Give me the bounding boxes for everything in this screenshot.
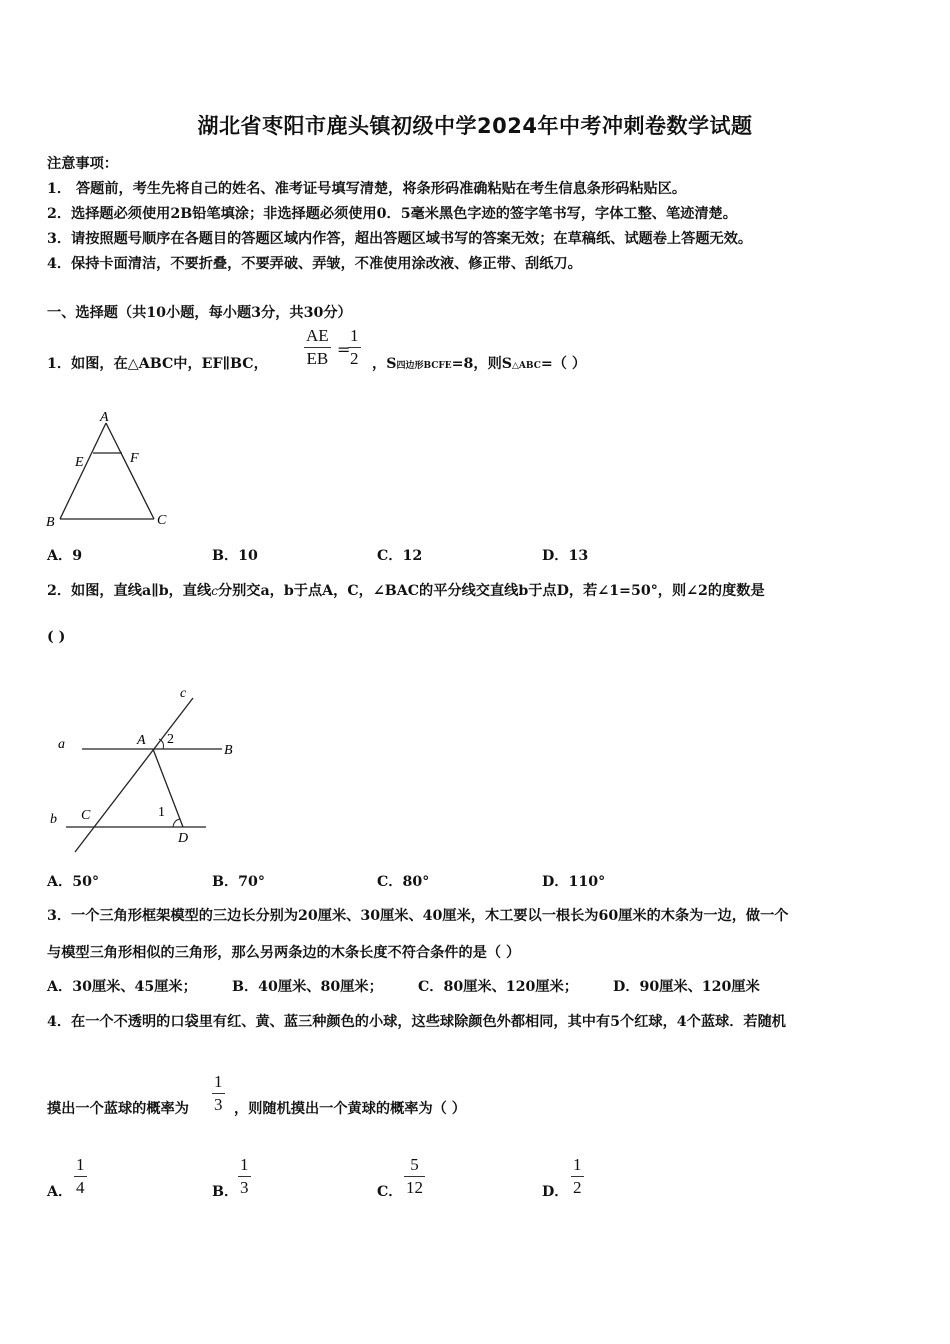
q2-option-b[interactable]: B．70° xyxy=(212,874,266,890)
angle-1-arc xyxy=(173,819,180,827)
label-b-line: b xyxy=(50,812,57,827)
q1-value-fraction xyxy=(348,327,361,367)
fraction-bar xyxy=(74,1176,87,1177)
q1-prefix: 1．如图，在△ABC中，EF∥BC， xyxy=(47,356,268,372)
fraction-denominator: 4 xyxy=(76,1178,85,1197)
notice-item: 2．选择题必须使用2B铅笔填涂；非选择题必须使用0．5毫米黑色字迹的签字笔书写，字体工整、笔迹清楚。 xyxy=(47,206,737,222)
q2-text-b: 分别交a，b于点A，C，∠BAC的平分线交直线b于点D，若∠1=50°，则∠2的度数是 xyxy=(217,583,765,599)
q2-paren: ( ) xyxy=(47,629,66,645)
label-point-d: D xyxy=(178,831,189,846)
q2-parallel-lines-figure xyxy=(40,680,250,860)
q4-option-a-label[interactable]: A． xyxy=(47,1184,73,1200)
q4-line1: 4．在一个不透明的口袋里有红、黄、蓝三种颜色的小球，这些球除颜色外都相同，其中有5个红球，4个蓝球．若随机 xyxy=(47,1014,786,1030)
fraction-numerator: 1 xyxy=(240,1155,249,1174)
fraction-denominator: 2 xyxy=(350,349,359,368)
q1-mid2: =8，则S xyxy=(451,356,513,372)
fraction-denominator: 3 xyxy=(214,1095,223,1114)
q4-option-d-label[interactable]: D． xyxy=(542,1184,569,1200)
notice-item: 4．保持卡面清洁，不要折叠，不要弄破、弄皱，不准使用涂改液、修正带、刮纸刀。 xyxy=(47,256,582,272)
q3-option-d[interactable]: D．90厘米、120厘米 xyxy=(613,979,760,995)
label-f: F xyxy=(130,451,139,466)
label-b: B xyxy=(46,515,55,530)
side-ac xyxy=(106,423,154,519)
q1-sub-quad: 四边形BCFE xyxy=(396,361,452,371)
q4-option-c-label[interactable]: C． xyxy=(377,1184,403,1200)
q1-area-text xyxy=(372,353,586,373)
fraction-denominator: 3 xyxy=(240,1178,249,1197)
q3-option-c[interactable]: C．80厘米、120厘米； xyxy=(418,979,578,995)
q2-option-d[interactable]: D．110° xyxy=(542,874,606,890)
q4-line2b: ，则随机摸出一个黄球的概率为（ ） xyxy=(234,1101,466,1117)
notice-item: 1． 答题前，考生先将自己的姓名、准考证号填写清楚，将条形码准确粘贴在考生信息条形码粘贴区。 xyxy=(47,181,687,197)
label-e: E xyxy=(75,455,84,470)
fraction-bar xyxy=(238,1176,251,1177)
fraction-denominator: 12 xyxy=(406,1178,423,1197)
notice-item: 3．请按照题号顺序在各题目的答题区域内作答，超出答题区域书写的答案无效；在草稿纸、试题卷上答题无效。 xyxy=(47,231,753,247)
q2-text-a: 2．如图，直线a∥b，直线 xyxy=(47,583,212,599)
label-c-line: c xyxy=(180,686,187,701)
q1-option-a[interactable]: A．9 xyxy=(47,548,83,564)
q1-ratio-fraction xyxy=(304,327,331,367)
q4-line2a: 摸出一个蓝球的概率为 xyxy=(47,1101,189,1117)
q2-option-a[interactable]: A．50° xyxy=(47,874,100,890)
fraction-bar xyxy=(212,1093,225,1094)
q3-line1: 3．一个三角形框架模型的三边长分别为20厘米、30厘米、40厘米，木工要以一根长为60厘米的木条为一边，做一个 xyxy=(47,908,789,924)
line-c xyxy=(75,698,193,852)
q4-option-d-fraction[interactable] xyxy=(571,1156,584,1196)
q1-option-b[interactable]: B．10 xyxy=(212,548,258,564)
q1-sub-abc: △ABC xyxy=(512,361,541,371)
label-a-line: a xyxy=(58,737,65,752)
q4-option-a-fraction[interactable] xyxy=(74,1156,87,1196)
q3-line2: 与模型三角形相似的三角形，那么另两条边的木条长度不符合条件的是（ ） xyxy=(47,945,521,961)
fraction-denominator: 2 xyxy=(573,1178,582,1197)
q1-mid: ，S xyxy=(372,356,397,372)
q3-option-b[interactable]: B．40厘米、80厘米； xyxy=(232,979,383,995)
fraction-numerator: AE xyxy=(306,326,329,345)
equals-sign: = xyxy=(337,340,351,359)
q1-option-d[interactable]: D．13 xyxy=(542,548,589,564)
fraction-numerator: 1 xyxy=(214,1072,223,1091)
fraction-bar xyxy=(571,1176,584,1177)
side-ab xyxy=(60,423,106,519)
q4-probability-fraction xyxy=(212,1073,225,1113)
q2-line-c: c xyxy=(211,584,218,598)
fraction-numerator: 1 xyxy=(350,326,359,345)
label-angle-1: 1 xyxy=(158,805,165,820)
q1-suffix: =（ ） xyxy=(540,356,587,372)
q2-option-c[interactable]: C．80° xyxy=(377,874,430,890)
label-a: A xyxy=(100,410,109,425)
label-angle-2: 2 xyxy=(167,732,174,747)
fraction-bar xyxy=(404,1176,425,1177)
page-title: 湖北省枣阳市鹿头镇初级中学2024年中考冲刺卷数学试题 xyxy=(197,114,753,138)
fraction-denominator: EB xyxy=(306,349,329,368)
label-point-c: C xyxy=(81,808,91,823)
fraction-numerator: 1 xyxy=(573,1155,582,1174)
label-point-b: B xyxy=(224,743,233,758)
q3-option-a[interactable]: A．30厘米、45厘米； xyxy=(47,979,197,995)
section-heading: 一、选择题（共10小题，每小题3分，共30分） xyxy=(47,305,352,321)
q4-option-b-fraction[interactable] xyxy=(238,1156,251,1196)
q4-option-b-label[interactable]: B． xyxy=(212,1184,239,1200)
q2-text xyxy=(47,580,765,600)
q1-triangle-figure xyxy=(40,405,190,535)
fraction-bar xyxy=(348,347,361,348)
notice-heading: 注意事项： xyxy=(47,156,118,172)
label-c: C xyxy=(157,513,167,528)
fraction-numerator: 5 xyxy=(410,1155,419,1174)
fraction-bar xyxy=(304,347,331,348)
fraction-numerator: 1 xyxy=(76,1155,85,1174)
q4-option-c-fraction[interactable] xyxy=(404,1156,425,1196)
q1-option-c[interactable]: C．12 xyxy=(377,548,423,564)
label-point-a: A xyxy=(137,733,146,748)
